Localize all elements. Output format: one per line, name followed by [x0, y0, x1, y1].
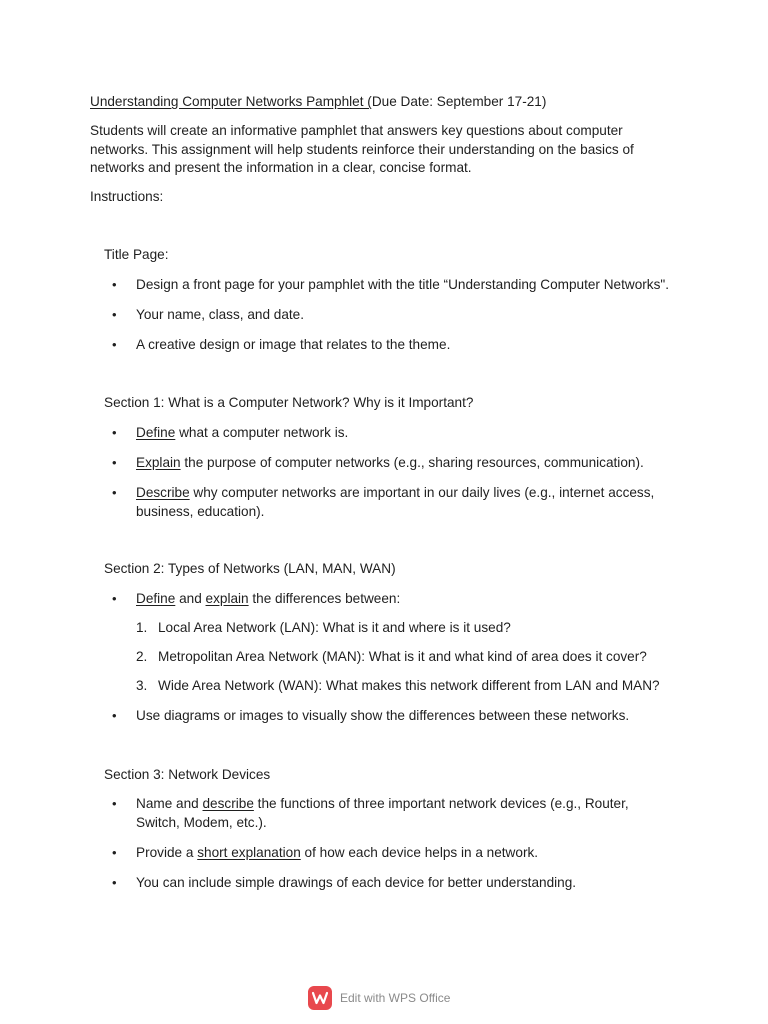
list-item-text: and: [175, 591, 206, 606]
title-page-heading: Title Page:: [104, 247, 169, 262]
keyword-describe: describe: [202, 796, 254, 811]
wps-w-glyph-icon: [312, 991, 328, 1005]
edit-with-wps-link[interactable]: [308, 985, 450, 1011]
list-item-text: the differences between:: [248, 591, 401, 606]
keyword-explain: Explain: [136, 455, 181, 470]
intro-text: Students will create an informative pamphlet that answers key questions about computer networks. This assignment will help students reinforce their understanding on the basics of networks and present the information in a clear, concise format.: [90, 123, 634, 175]
assignment-heading: [90, 93, 546, 112]
numbered-item: [136, 619, 698, 638]
edit-with-wps-label: Edit with WPS Office: [340, 990, 451, 1005]
numbered-item: [136, 677, 698, 696]
instructions-label: Instructions:: [90, 189, 164, 204]
list-item: [136, 454, 696, 473]
section-3-heading: Section 3: Network Devices: [104, 767, 271, 782]
list-item: • Use diagrams or images to visually show the differences between these networks.: [136, 707, 696, 726]
numbered-item-text: Metropolitan Area Network (MAN): What is it and what kind of area does it cover?: [158, 649, 647, 664]
list-item-text: of how each device helps in a network.: [300, 845, 539, 860]
list-item: • You can include simple drawings of each device for better understanding.: [136, 874, 696, 893]
list-item: [136, 795, 656, 832]
keyword-define: Define: [136, 425, 176, 440]
numbered-item-text: Local Area Network (LAN): What is it and where is it used?: [158, 620, 511, 635]
section-1-heading: Section 1: What is a Computer Network? Why is it Important?: [104, 395, 474, 410]
list-item: • A creative design or image that relates to the theme.: [136, 336, 696, 355]
list-item-text: Name and: [136, 796, 203, 811]
list-item-text: what a computer network is.: [175, 425, 349, 440]
list-item: • Design a front page for your pamphlet with the title “Understanding Computer Networks".: [136, 276, 696, 295]
item-number: 3.: [136, 678, 148, 693]
keyword-short-explanation: short explanation: [197, 845, 301, 860]
keyword-explain: explain: [205, 591, 249, 606]
list-item: • Your name, class, and date.: [136, 306, 696, 325]
item-number: 1.: [136, 620, 148, 635]
numbered-item-text: Wide Area Network (WAN): What makes this network different from LAN and MAN?: [158, 678, 660, 693]
list-item-text: why computer networks are important in our daily lives (e.g., internet access, business, education).: [136, 485, 655, 519]
section-2-heading: Section 2: Types of Networks (LAN, MAN, WAN): [104, 561, 396, 576]
due-date: Due Date: September 17-21): [371, 94, 547, 109]
item-number: 2.: [136, 649, 148, 664]
list-item-text: Provide a: [136, 845, 198, 860]
list-item: [136, 424, 696, 443]
keyword-define: Define: [136, 591, 176, 606]
keyword-describe: Describe: [136, 485, 190, 500]
wps-office-logo-icon: [308, 986, 332, 1010]
intro-paragraph: [90, 122, 680, 178]
list-item: [136, 590, 696, 609]
list-item: [136, 844, 696, 863]
assignment-title: Understanding Computer Networks Pamphlet (: [90, 94, 372, 109]
list-item: [136, 484, 676, 521]
list-item-text: the functions of three important network devices (e.g., Router, Switch, Modem, etc.).: [136, 796, 629, 830]
numbered-item: [136, 648, 698, 667]
list-item-text: the purpose of computer networks (e.g., sharing resources, communication).: [180, 455, 644, 470]
